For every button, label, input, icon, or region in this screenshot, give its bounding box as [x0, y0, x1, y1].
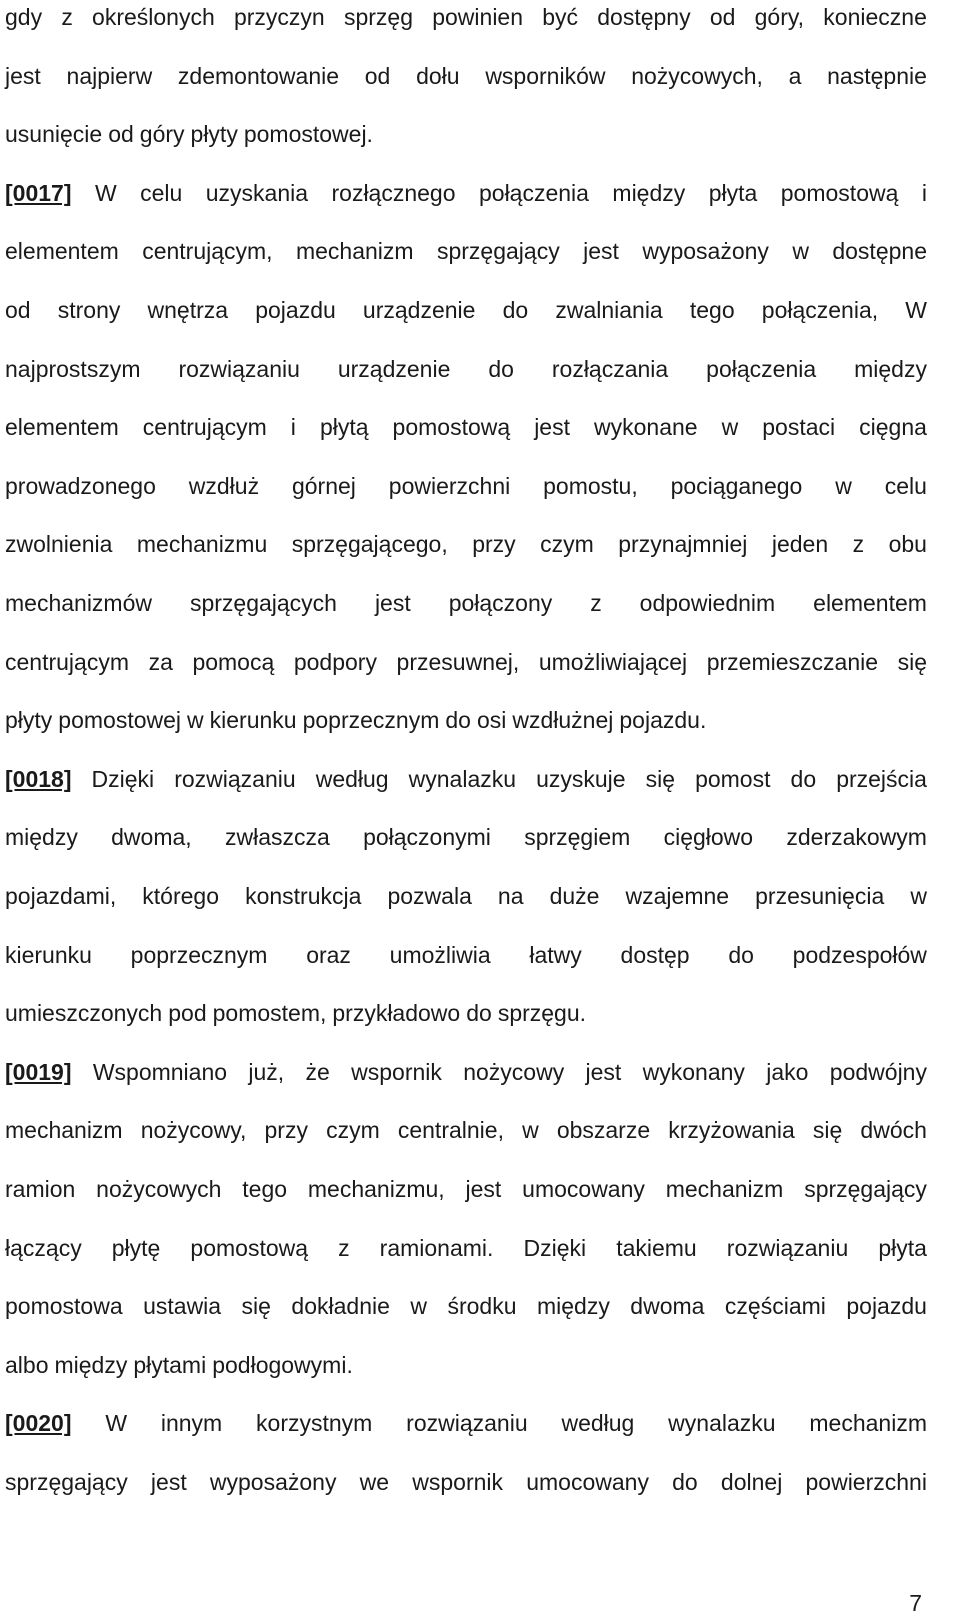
word: wspornik	[351, 1058, 442, 1085]
word: albo	[5, 1351, 49, 1378]
word: według	[561, 1410, 635, 1437]
text-line	[5, 117, 927, 151]
word: na	[497, 883, 524, 909]
word: mechanizmów	[5, 590, 152, 616]
word: od	[108, 121, 134, 148]
word: sprzęgających	[189, 590, 337, 616]
word: zdemontowanie	[177, 62, 340, 89]
word: celu	[884, 472, 927, 499]
word: zderzakowym	[786, 824, 927, 851]
word: górnej	[291, 472, 356, 499]
word: w	[522, 1117, 539, 1144]
word: podwójny	[829, 1058, 927, 1085]
word: centrującym	[5, 648, 129, 675]
word: już,	[248, 1058, 285, 1085]
word: pomostową	[780, 179, 899, 206]
word: że	[305, 1058, 330, 1085]
word: góry	[139, 121, 185, 148]
word: a	[788, 62, 802, 89]
word: powinien	[432, 4, 524, 30]
word: od	[5, 297, 31, 323]
word: przesuwnej,	[396, 648, 520, 675]
word: ramion	[5, 1176, 76, 1202]
word: rozwiązaniu	[178, 355, 300, 382]
word: postaci	[762, 414, 836, 441]
word: sprzęgający	[804, 1176, 927, 1202]
word: mechanizmu,	[307, 1176, 445, 1202]
word: pomostową	[392, 414, 511, 441]
word: urządzenie	[362, 297, 476, 323]
word: połączenia,	[761, 297, 879, 323]
word: płyty	[5, 707, 53, 734]
word: konstrukcja	[245, 883, 362, 909]
word: osi	[476, 707, 507, 734]
word: wykonany	[642, 1058, 745, 1085]
word: z	[61, 4, 73, 30]
word: dostępne	[832, 238, 927, 265]
word: w	[792, 238, 809, 265]
word: ramionami.	[379, 1234, 494, 1261]
word: między	[54, 1351, 128, 1378]
word: do	[488, 355, 514, 382]
word: rozwiązaniu	[726, 1234, 849, 1261]
word: przy	[472, 531, 516, 558]
word: nożycowy,	[140, 1117, 247, 1144]
word: dokładnie	[291, 1293, 390, 1320]
word: sprzęgiem	[524, 824, 631, 851]
word: pomostowej	[58, 707, 182, 734]
word: pojazdu	[846, 1293, 927, 1320]
word: wynalazku	[408, 765, 517, 792]
word: połączony	[448, 590, 553, 616]
word: i	[921, 179, 927, 206]
text-line	[5, 234, 927, 268]
text-line	[5, 820, 927, 854]
word: jest	[374, 590, 411, 616]
word: między	[612, 179, 686, 206]
text-line	[5, 293, 927, 327]
word: płyta	[708, 179, 758, 206]
word: centrującym,	[142, 238, 273, 265]
word: góry,	[754, 4, 805, 30]
word: wsporników	[485, 62, 606, 89]
text-line	[5, 1055, 927, 1089]
word: Dzięki	[91, 765, 155, 792]
word: W	[94, 179, 117, 206]
word: jest	[150, 1469, 187, 1495]
text-line	[5, 1231, 927, 1265]
word: jest	[585, 1058, 622, 1085]
word: od	[364, 62, 391, 89]
word: innym	[160, 1410, 223, 1437]
word: krzyżowania	[668, 1117, 795, 1144]
word: pomostu,	[543, 472, 638, 499]
word: pomostowej.	[243, 121, 373, 148]
word: gdy	[5, 4, 43, 30]
text-line	[5, 1465, 927, 1499]
word: dostępny	[597, 4, 691, 30]
word: odpowiednim	[639, 590, 776, 616]
word: z	[338, 1234, 350, 1261]
text-line	[5, 703, 927, 737]
word: połączenia	[478, 179, 589, 206]
word: wykonane	[594, 414, 698, 441]
word: płyta	[878, 1234, 927, 1261]
text-line	[5, 938, 927, 972]
word: cięgłowo	[663, 824, 754, 851]
word: którego	[142, 883, 220, 909]
text-line	[5, 879, 927, 913]
word: zwolnienia	[5, 531, 113, 558]
word: przynajmniej	[618, 531, 748, 558]
word: powierzchni	[805, 1469, 927, 1495]
word: elementem	[5, 238, 119, 265]
word: wzdłuż	[188, 472, 260, 499]
word: połączenia	[706, 355, 817, 382]
word: pojazdami,	[5, 883, 117, 909]
word: dwoma	[630, 1293, 705, 1320]
word: poprzecznym	[130, 941, 268, 968]
word: łączący	[5, 1234, 82, 1261]
word: wynalazku	[668, 1410, 776, 1437]
word: połączonymi	[363, 824, 491, 851]
word: płytą	[319, 414, 369, 441]
text-line	[5, 176, 927, 210]
word: wnętrza	[147, 297, 229, 323]
word: pod	[168, 1000, 207, 1027]
word: przy	[264, 1117, 308, 1144]
word: duże	[549, 883, 600, 909]
word: jest	[5, 62, 41, 89]
word: obu	[888, 531, 927, 558]
word: wzajemne	[625, 883, 730, 909]
word: oraz	[306, 941, 351, 968]
text-line	[5, 1406, 927, 1440]
word: strony	[57, 297, 121, 323]
text-line	[5, 1172, 927, 1206]
text-line	[5, 1348, 927, 1382]
word: uzyskania	[205, 179, 309, 206]
word: w	[910, 883, 927, 909]
word: najpierw	[66, 62, 153, 89]
word: jako	[766, 1058, 809, 1085]
word: za	[148, 648, 173, 675]
word: się	[241, 1293, 271, 1320]
word: środku	[447, 1293, 517, 1320]
word: konieczne	[823, 4, 927, 30]
word: przemieszczanie	[706, 648, 879, 675]
word: poprzecznym	[302, 707, 440, 734]
word: ustawia	[143, 1293, 222, 1320]
word: sprzęgającego,	[291, 531, 448, 558]
word: jest	[465, 1176, 502, 1202]
text-line	[5, 1289, 927, 1323]
text-line	[5, 469, 927, 503]
text-line	[5, 59, 927, 93]
word: dwóch	[860, 1117, 927, 1144]
word: czym	[540, 531, 594, 558]
word: pomocą	[192, 648, 275, 675]
text-line	[5, 352, 927, 386]
word: sprzęgający	[436, 238, 560, 265]
word: następnie	[827, 62, 927, 89]
word: W	[905, 297, 927, 323]
word: w	[721, 414, 739, 441]
word: nożycowych,	[631, 62, 763, 89]
word: przejścia	[836, 765, 927, 792]
word: przykładowo	[332, 1000, 461, 1027]
word: nożycowych	[96, 1176, 222, 1202]
word: cięgna	[859, 414, 927, 441]
word: dołu	[416, 62, 460, 89]
word: pomostowa	[5, 1293, 123, 1320]
word: rozwiązaniu	[406, 1410, 528, 1437]
word: mechanizm	[5, 1117, 123, 1144]
word: W	[105, 1410, 128, 1437]
word: dolnej	[720, 1469, 783, 1495]
word: sprzęgający	[5, 1469, 128, 1495]
word: zwalniania	[555, 297, 663, 323]
word: rozłącznego	[331, 179, 456, 206]
paragraph-number: [0020]	[5, 1410, 72, 1437]
word: takiemu	[616, 1234, 697, 1261]
word: podłogowymi.	[212, 1351, 353, 1378]
word: najprostszym	[5, 355, 141, 382]
word: w	[187, 707, 204, 734]
word: urządzenie	[337, 355, 451, 382]
word: centrującym	[142, 414, 267, 441]
word: elementem	[813, 590, 927, 616]
word: podpory	[293, 648, 377, 675]
text-line	[5, 645, 927, 679]
text-line	[5, 586, 927, 620]
word: łatwy	[529, 941, 582, 968]
word: rozłączania	[551, 355, 669, 382]
word: nożycowy	[463, 1058, 565, 1085]
paragraph-number: [0018]	[5, 765, 72, 792]
word: dostęp	[620, 941, 690, 968]
text-line	[5, 1113, 927, 1147]
word: z	[590, 590, 602, 616]
word: i	[290, 414, 296, 441]
word: usunięcie	[5, 121, 103, 148]
word: płyty	[190, 121, 238, 148]
word: w	[410, 1293, 427, 1320]
word: korzystnym	[256, 1410, 373, 1437]
word: pomost	[695, 765, 771, 792]
word: rozwiązaniu	[174, 765, 296, 792]
word: do	[466, 1000, 492, 1027]
word: umocowany	[526, 1469, 649, 1495]
word: jest	[534, 414, 570, 441]
word: do	[672, 1469, 698, 1495]
word: z	[852, 531, 865, 558]
word: umożliwiającej	[538, 648, 688, 675]
text-line	[5, 410, 927, 444]
word: dwoma,	[111, 824, 192, 851]
word: sprzęg	[343, 4, 413, 30]
word: od	[709, 4, 736, 30]
word: jeden	[771, 531, 829, 558]
text-line	[5, 527, 927, 561]
word: płytę	[111, 1234, 161, 1261]
word: wyposażony	[209, 1469, 337, 1495]
word: do	[790, 765, 817, 792]
word: między	[536, 1293, 610, 1320]
word: do	[502, 297, 529, 323]
word: centralnie,	[397, 1117, 504, 1144]
word: jest	[583, 238, 619, 265]
word: zwłaszcza	[224, 824, 330, 851]
word: do	[728, 941, 754, 968]
word: elementem	[5, 414, 119, 441]
word: w	[835, 472, 852, 499]
word: uzyskuje	[536, 765, 626, 792]
word: kierunku	[5, 941, 92, 968]
word: celu	[140, 179, 183, 206]
word: umocowany	[522, 1176, 645, 1202]
word: pojazdu.	[619, 707, 707, 734]
word: umieszczonych	[5, 1000, 163, 1027]
word: mechanizm	[295, 238, 414, 265]
word: tego	[689, 297, 735, 323]
word: się	[897, 648, 927, 675]
word: do	[445, 707, 471, 734]
paragraph-number: [0017]	[5, 179, 72, 206]
word: sprzęgu.	[497, 1000, 587, 1027]
word: się	[812, 1117, 843, 1144]
text-line	[5, 762, 927, 796]
word: mechanizmu	[136, 531, 268, 558]
word: pozwala	[387, 883, 472, 909]
word: według	[315, 765, 389, 792]
word: między	[5, 824, 78, 851]
word: pociąganego	[670, 472, 803, 499]
word: między	[854, 355, 927, 382]
word: być	[542, 4, 579, 30]
word: powierzchni	[388, 472, 511, 499]
word: podzespołów	[792, 941, 927, 968]
text-line	[5, 0, 927, 34]
word: mechanizm	[809, 1410, 927, 1437]
word: mechanizm	[665, 1176, 784, 1202]
word: Wspomniano	[92, 1058, 228, 1085]
page-number: 7	[909, 1590, 922, 1616]
word: płytami	[133, 1351, 207, 1378]
paragraph-number: [0019]	[5, 1058, 72, 1085]
word: obszarze	[556, 1117, 651, 1144]
word: Dzięki	[523, 1234, 587, 1261]
word: pomostową	[190, 1234, 309, 1261]
word: prowadzonego	[5, 472, 156, 499]
text-line	[5, 996, 927, 1030]
word: się	[645, 765, 676, 792]
word: wspornik	[412, 1469, 504, 1495]
word: kierunku	[209, 707, 297, 734]
word: pojazdu	[255, 297, 336, 323]
word: pomostem,	[212, 1000, 327, 1027]
word: przyczyn	[233, 4, 325, 30]
word: czym	[326, 1117, 380, 1144]
word: we	[359, 1469, 390, 1495]
word: określonych	[92, 4, 215, 30]
word: przesunięcia	[755, 883, 885, 909]
word: wyposażony	[642, 238, 769, 265]
word: częściami	[724, 1293, 826, 1320]
word: umożliwia	[389, 941, 491, 968]
word: tego	[242, 1176, 288, 1202]
word: wzdłużnej	[512, 707, 614, 734]
